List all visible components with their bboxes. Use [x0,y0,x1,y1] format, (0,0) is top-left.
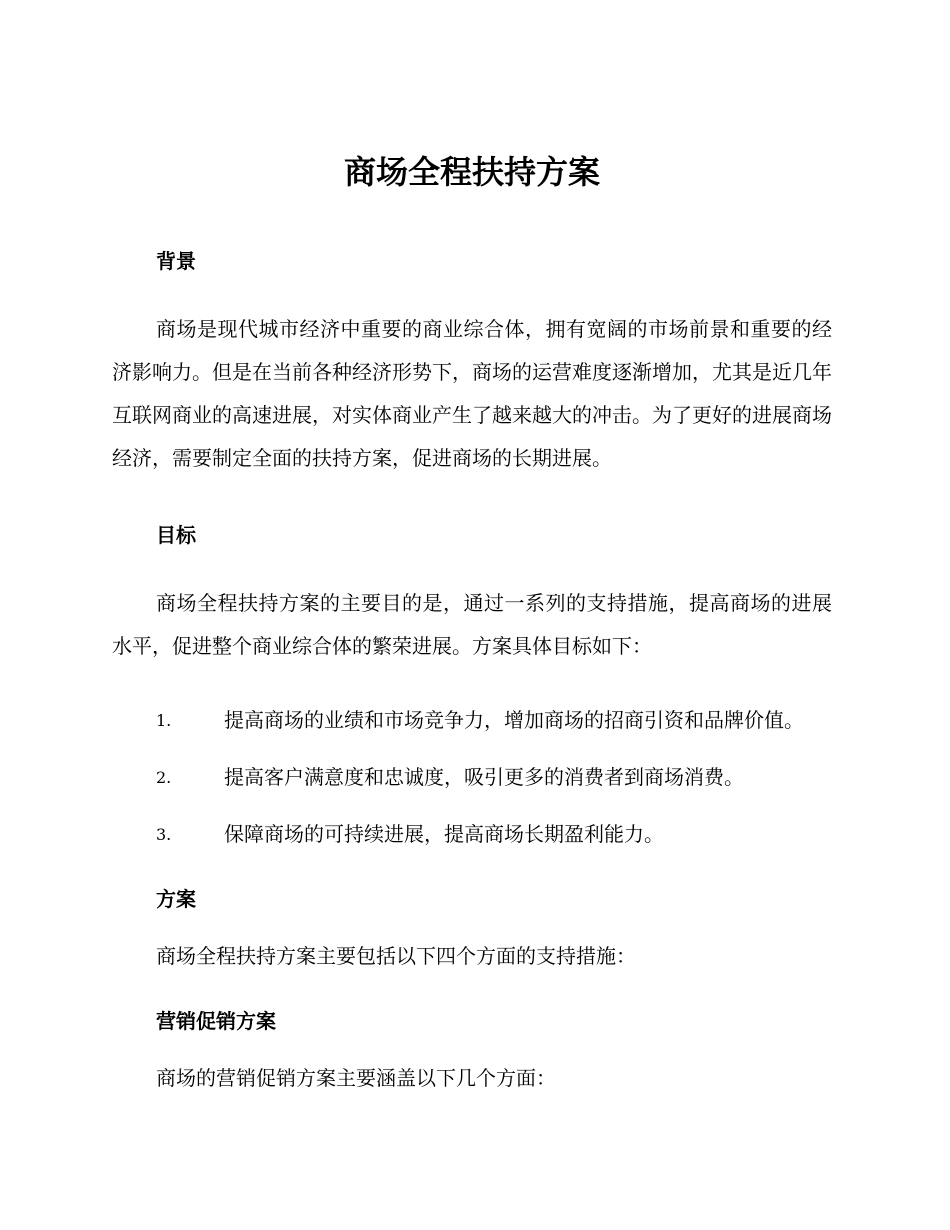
goal-list-item [112,813,832,856]
paragraph-background: 商场是现代城市经济中重要的商业综合体，拥有宽阔的市场前景和重要的经济影响力。但是在当前各种经济形势下，商场的运营难度逐渐增加，尤其是近几年互联网商业的高速进展，对实体商业产生了越来越大的冲击。为了更好的进展商场经济，需要制定全面的扶持方案，促进商场的长期进展。 [112,317,832,470]
list-item-text: 提高商场的业绩和市场竞争力，增加商场的招商引资和品牌价值。 [224,708,804,732]
section-heading-marketing: 营销促销方案 [156,1009,276,1033]
goal-list-item [112,699,832,742]
section-heading-background: 背景 [156,249,196,273]
paragraph-marketing: 商场的营销促销方案主要涵盖以下几个方面： [156,1066,556,1090]
list-number: 2. [156,768,172,787]
goal-list-item [112,756,832,799]
list-number: 1. [156,711,172,730]
paragraph-plan: 商场全程扶持方案主要包括以下四个方面的支持措施： [156,944,636,968]
section-heading-plan: 方案 [156,887,196,911]
list-item-text: 提高客户满意度和忠诚度，吸引更多的消费者到商场消费。 [224,765,744,789]
section-heading-goals: 目标 [156,523,196,547]
list-number: 3. [156,825,172,844]
list-item-text: 保障商场的可持续进展，提高商场长期盈利能力。 [224,822,664,846]
paragraph-goals: 商场全程扶持方案的主要目的是，通过一系列的支持措施，提高商场的进展水平，促进整个商业综合体的繁荣进展。方案具体目标如下： [112,591,832,658]
document-title: 商场全程扶持方案 [343,153,600,191]
